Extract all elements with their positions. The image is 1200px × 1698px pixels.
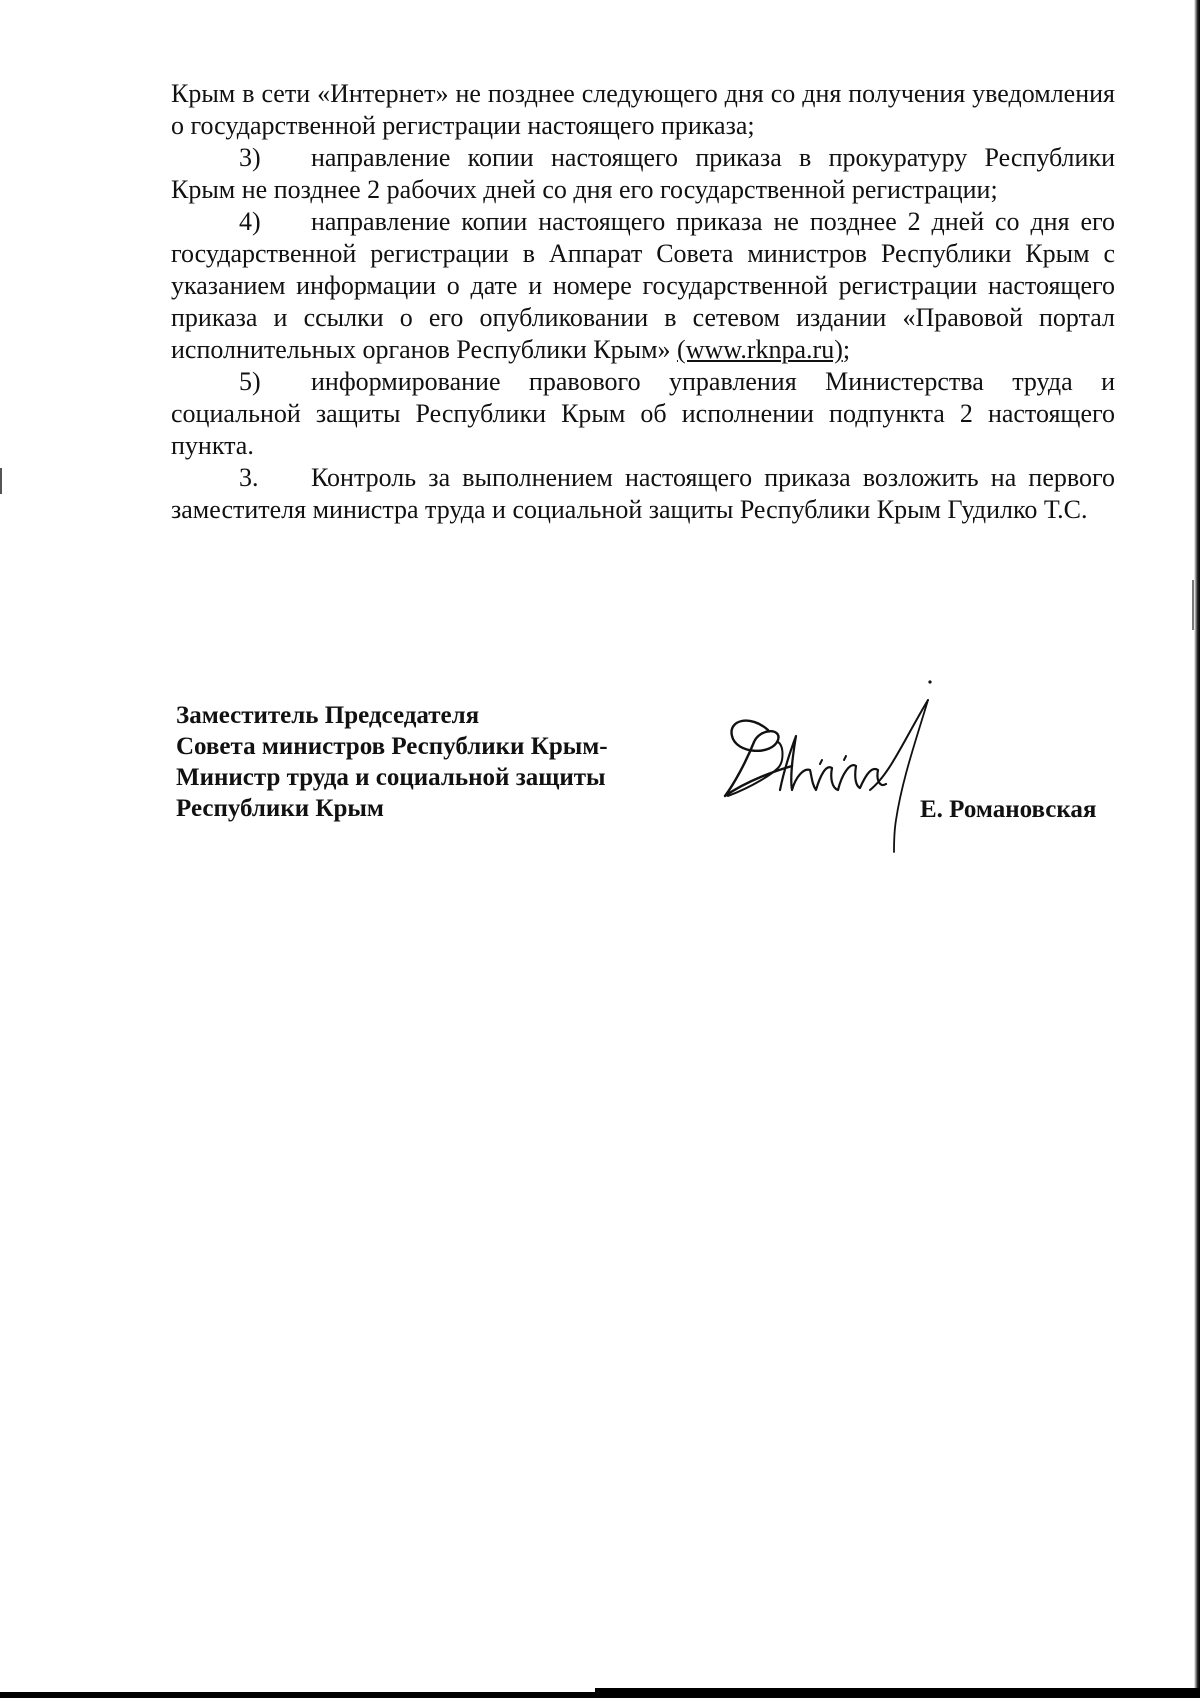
paragraph-text: направление копии настоящего приказа не позднее 2 дней со дня его государственной регистрации в Аппарат Совета министров Республики Крым с указанием информации о дате и номере государственной регистрации настоящего приказа и ссылки о его опубликовании в сетевом издании «Правовой портал исполнительных органов Республики Крым» (171, 207, 1115, 364)
signatory-position (176, 700, 696, 824)
document-body (171, 78, 1115, 526)
paragraph-text: Крым в сети «Интернет» не позднее следующего дня со дня получения уведомления о государственной регистрации настоящего приказа; (171, 79, 1115, 140)
paragraph-number: 3. (239, 463, 259, 492)
position-line: Совета министров Республики Крым- (176, 733, 608, 760)
scan-edge-bottom-gap (0, 1688, 595, 1692)
handwritten-signature (720, 670, 940, 860)
paragraph-text: информирование правового управления Министерства труда и социальной защиты Республики Крым об исполнении подпункта 2 настоящего пункта. (171, 367, 1115, 460)
signer-name: Е. Романовская (920, 796, 1097, 823)
signature-dot (928, 680, 931, 683)
paragraph-text-end: ; (842, 335, 851, 364)
rknpa-link[interactable]: (www.rknpa.ru) (677, 335, 843, 364)
signature-stroke (894, 700, 928, 852)
paragraph-number: 4) (239, 207, 261, 236)
scan-mark-left (0, 468, 2, 494)
paragraph-item-4 (171, 206, 1115, 366)
paragraph-text: направление копии настоящего приказа в прокуратуру Республики Крым не позднее 2 рабочих дней со дня его государственной регистрации; (171, 143, 1115, 204)
signature-stroke (870, 700, 928, 790)
paragraph-point-3 (171, 462, 1115, 526)
scan-mark-right (1192, 580, 1194, 630)
paragraph-number: 3) (239, 143, 261, 172)
position-line: Республики Крым (176, 795, 384, 822)
signature-stroke (780, 736, 886, 790)
position-line: Заместитель Председателя (176, 702, 480, 729)
paragraph-item-3 (171, 142, 1115, 206)
position-line: Министр труда и социальной защиты (176, 764, 606, 791)
paragraph-continuation (171, 78, 1115, 142)
signature-stroke (820, 760, 822, 764)
scan-edge-right (1194, 0, 1200, 1698)
signature-stroke (844, 756, 846, 760)
paragraph-number: 5) (239, 367, 261, 396)
paragraph-item-5 (171, 366, 1115, 462)
paragraph-text: Контроль за выполнением настоящего приказа возложить на первого заместителя министра труда и социальной защиты Республики Крым Гудилко Т.С. (171, 463, 1115, 524)
